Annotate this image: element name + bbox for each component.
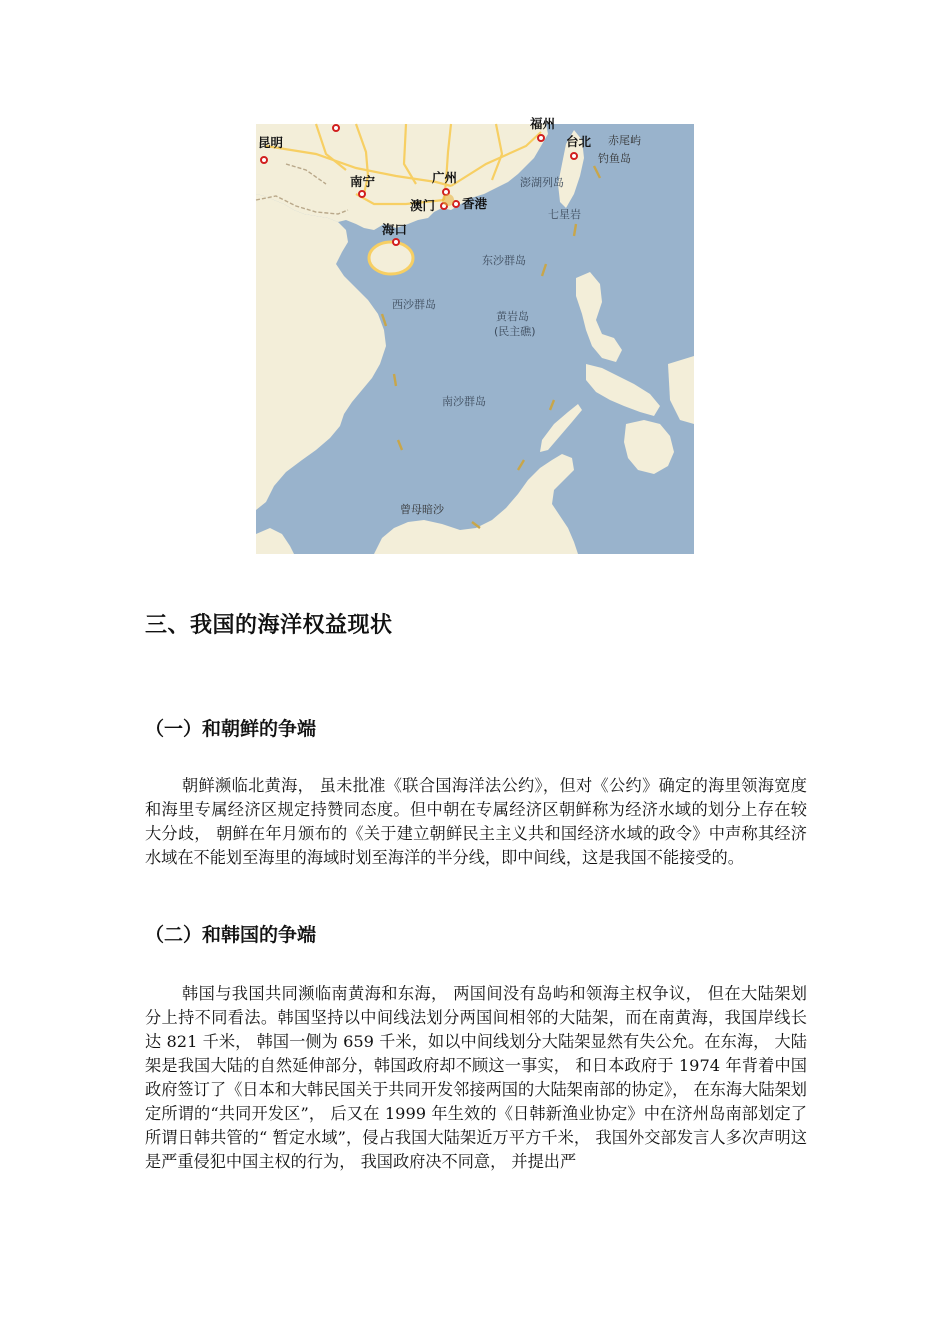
subsection-title-south-korea: （二）和韩国的争端 [145, 924, 317, 946]
city-label-hongkong: 香港 [462, 196, 488, 211]
section-title: 三、我国的海洋权益现状 [145, 613, 393, 638]
island-label-dongsha: 东沙群岛 [482, 254, 526, 267]
marker-circle [538, 135, 544, 141]
city-label-fuzhou: 福州 [530, 116, 556, 131]
island-label-penghu: 澎湖列岛 [520, 176, 564, 189]
map-graphic [256, 116, 694, 554]
city-label-macau: 澳门 [410, 198, 436, 213]
marker-circle [453, 201, 459, 207]
subsection-title-north-korea: （一）和朝鲜的争端 [145, 718, 317, 740]
island-label-xisha: 西沙群岛 [392, 298, 436, 311]
paragraph-south-korea: 韩国与我国共同濒临南黄海和东海， 两国间没有岛屿和领海主权争议， 但在大陆架划分上持不同看法。韩国坚持以中间线法划分两国间相邻的大陆架，而在南黄海，我国岸线长达 821 千米， 韩国一侧为 659 千米，如以中间线划分大陆架显然有失公允。在东海， 大陆架是我国大陆的自然延伸部分，韩国政府却不顾这一事实， 和日本政府于 1974 年背着中国政府签订了《日本和大韩民国关于共同开发邻接两国的大陆架南部的协定》， 在东海大陆架划定所谓的“共同开发区”， 后又在 1999 年生效的《日韩新渔业协定》中在济州岛南部划定了所谓日韩共管的“ 暂定水域”，侵占我国大陆架近万平方千米， 我国外交部发言人多次声明这是严重侵犯中国主权的行为， 我国政府决不同意， 并提出严 [145, 984, 807, 1171]
island-label-minzhu: (民主礁) [494, 325, 536, 338]
marker-circle [571, 153, 577, 159]
paragraph-north-korea: 朝鲜濒临北黄海， 虽未批准《联合国海洋法公约》，但对《公约》确定的海里领海宽度和海里专属经济区规定持赞同态度。但中朝在专属经济区朝鲜称为经济水域的划分上存在较大分歧， 朝鲜在年月颁布的《关于建立朝鲜民主主义共和国经济水域的政令》中声称其经济水域在不能划至海里的海域时划至海洋的半分线，即中间线，这是我国不能接受的。 [145, 776, 807, 867]
island-label-huangyan: 黄岩岛 [496, 310, 529, 323]
island-label-zengmu: 曾母暗沙 [400, 503, 444, 516]
hainan-island [369, 242, 413, 274]
island-label-nansha: 南沙群岛 [442, 395, 486, 408]
marker-circle [393, 239, 399, 245]
city-label-haikou: 海口 [382, 222, 408, 237]
city-label-nanning: 南宁 [350, 174, 376, 189]
island-label-qixingyan: 七星岩 [548, 208, 581, 221]
island-label-diaoyu: 钓鱼岛 [598, 152, 631, 165]
city-label-guangzhou: 广州 [432, 170, 458, 185]
island-label-chiwei: 赤尾屿 [608, 134, 641, 147]
marker-circle [333, 125, 339, 131]
guangzhou-urban-area [442, 194, 454, 206]
marker-circle [359, 191, 365, 197]
city-label-taipei: 台北 [566, 134, 592, 149]
marker-circle [261, 157, 267, 163]
city-label-kunming: 昆明 [258, 135, 284, 150]
south-china-sea-map [256, 116, 694, 554]
